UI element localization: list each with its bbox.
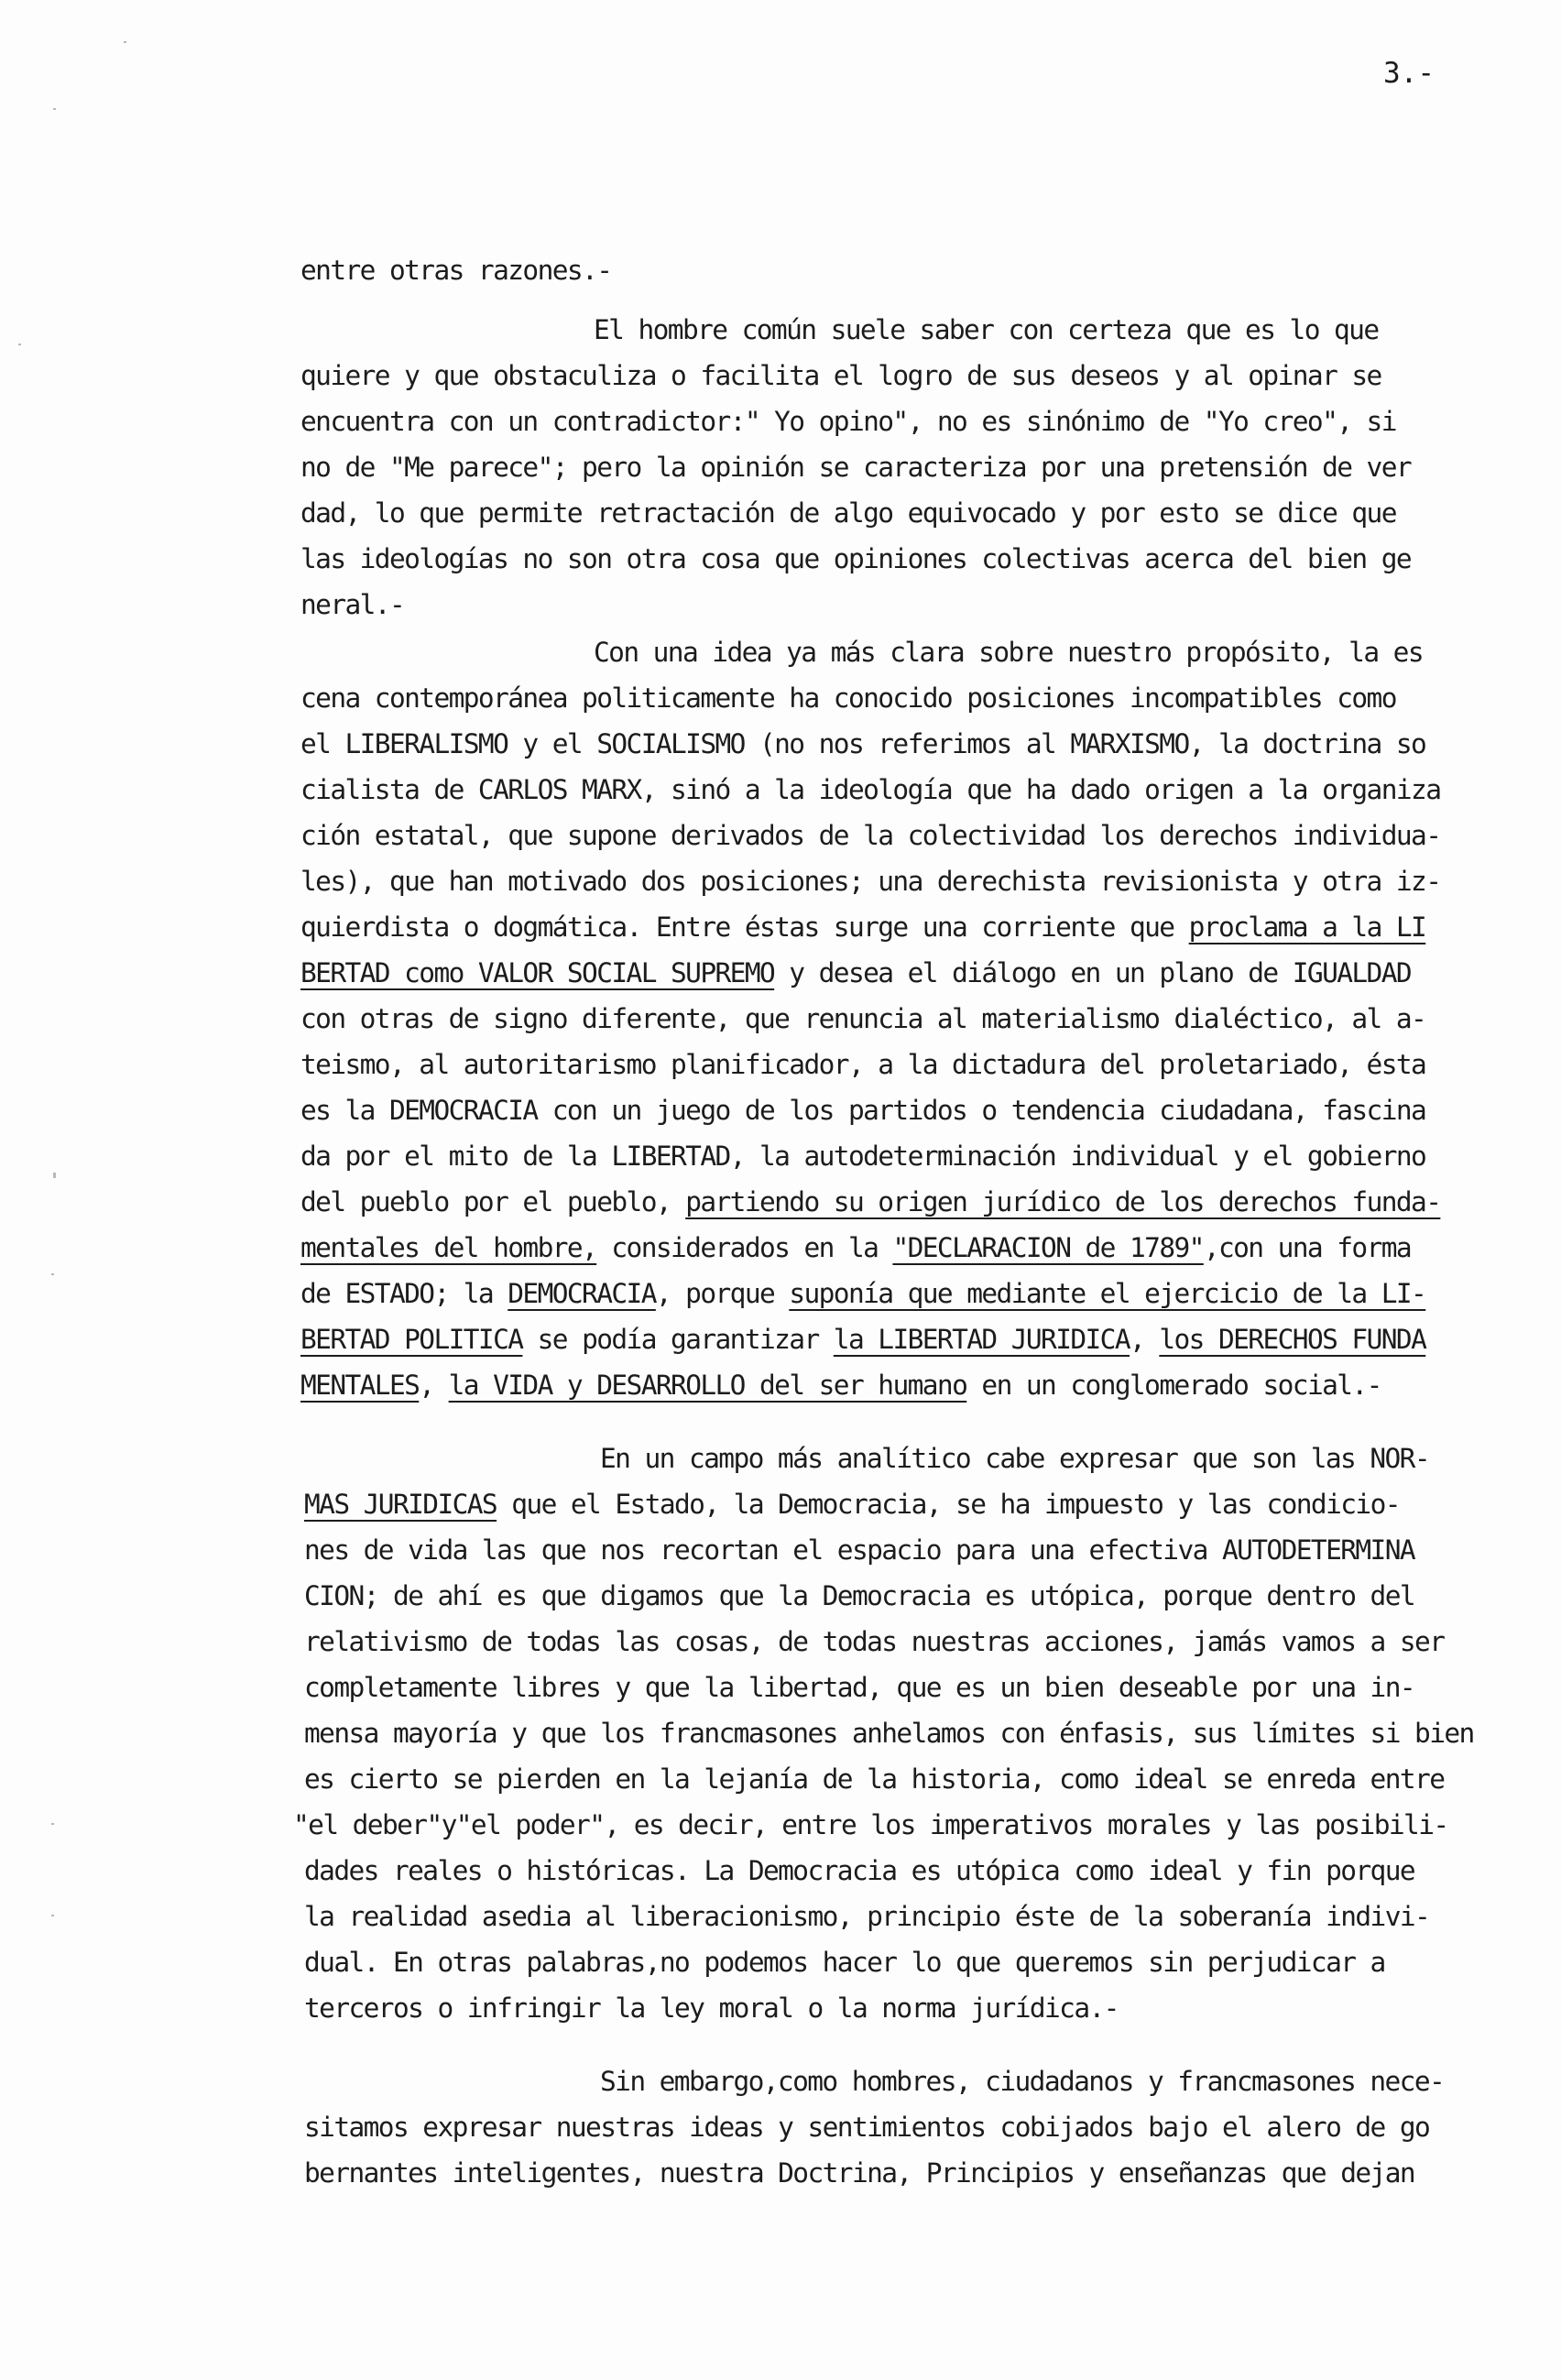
underlined-text: la LIBERTAD JURIDICA [833,1324,1130,1355]
text-segment: es cierto se pierden en la lejanía de la historia, como ideal se enreda entre [304,1763,1445,1795]
text-line [300,680,1396,716]
underlined-text: BERTAD como VALOR SOCIAL SUPREMO [300,957,775,988]
text-segment: dades reales o históricas. La Democracia es utópica como ideal y fin porque [304,1855,1415,1886]
scan-speck [124,41,126,43]
text-segment: la realidad asedia al liberacionismo, principio éste de la soberanía indivi- [304,1901,1430,1932]
text-line [300,357,1381,394]
text-segment: las ideologías no son otra cosa que opiniones colectivas acerca del bien ge [300,543,1412,574]
text-segment: dad, lo que permite retractación de algo equivocado y por esto se dice que [300,497,1396,529]
text-line [304,2109,1429,2145]
text-segment: sitamos expresar nuestras ideas y sentimientos cobijados bajo el alero de go [304,2112,1430,2143]
underlined-text: partiendo su origen jurídico de los derechos funda- [685,1186,1441,1217]
underlined-text: BERTAD POLITICA [300,1324,523,1355]
text-line [304,1486,1400,1523]
text-line [600,1440,1429,1477]
underlined-text: MAS JURIDICAS [304,1489,497,1520]
text-line [300,1046,1425,1083]
text-segment: Sin embargo,como hombres, ciudadanos y francmasones nece- [600,2066,1445,2097]
text-line [300,1184,1440,1220]
text-line [594,311,1379,348]
text-segment: en un conglomerado social.- [966,1370,1381,1401]
text-segment: de ESTADO; la [300,1278,508,1309]
text-line [300,449,1411,486]
text-line [300,586,404,623]
text-segment: el LIBERALISMO y el SOCIALISMO (no nos referimos al MARXISMO, la doctrina so [300,728,1426,759]
text-line [293,1807,1448,1843]
text-segment: quiere y que obstaculiza o facilita el logro de sus deseos y al opinar se [300,360,1381,391]
scan-speck [53,108,56,110]
text-line [300,1092,1425,1129]
text-line [300,1367,1381,1403]
text-segment: completamente libres y que la libertad, que es un bien deseable por una in- [304,1672,1415,1703]
text-line [300,540,1411,577]
text-line [300,1138,1425,1174]
underlined-text: MENTALES [300,1370,420,1401]
text-segment: El hombre común suele saber con certeza que es lo que [594,314,1379,345]
text-segment: y desea el diálogo en un plano de IGUALDAD [774,957,1412,988]
scan-speck [51,1823,54,1825]
scan-speck [53,1173,56,1178]
text-segment: Con una idea ya más clara sobre nuestro propósito, la es [594,637,1423,668]
text-segment: del pueblo por el pueblo, [300,1186,686,1217]
text-line [300,1229,1411,1266]
text-line [300,817,1440,854]
underlined-text: suponía que mediante el ejercicio de la LI- [789,1278,1426,1309]
text-line [300,1321,1425,1358]
text-line [300,1275,1425,1312]
text-line [304,2155,1414,2191]
text-segment: relativismo de todas las cosas, de todas nuestras acciones, jamás vamos a ser [304,1626,1445,1657]
underlined-text: proclama a la LI [1188,912,1426,943]
text-segment: bernantes inteligentes, nuestra Doctrina, Principios y enseñanzas que dejan [304,2157,1415,2189]
text-line [304,1761,1444,1797]
text-line [304,1623,1444,1660]
text-line [300,252,611,289]
text-line [600,2063,1444,2100]
text-line [304,1990,1119,2026]
underlined-text: los DERECHOS FUNDA [1159,1324,1426,1355]
text-line [304,1532,1414,1568]
text-line [304,1898,1429,1935]
text-segment: cialista de CARLOS MARX, sinó a la ideología que ha dado origen a la organiza [300,774,1441,805]
text-segment: mensa mayoría y que los francmasones anhelamos con énfasis, sus límites si bien [304,1718,1474,1749]
text-segment: considerados en la [596,1232,893,1263]
text-segment: da por el mito de la LIBERTAD, la autodeterminación individual y el gobierno [300,1141,1426,1172]
text-segment: "el deber"y"el poder", es decir, entre los imperativos morales y las posibili- [293,1809,1448,1840]
text-line [594,634,1423,671]
text-segment: entre otras razones.- [300,255,612,286]
underlined-text: mentales del hombre, [300,1232,597,1263]
text-segment: con otras de signo diferente, que renuncia al materialismo dialéctico, al a- [300,1003,1426,1034]
text-line [304,1669,1414,1706]
text-line [300,1000,1425,1037]
text-segment: no de "Me parece"; pero la opinión se caracteriza por una pretensión de ver [300,452,1412,483]
text-segment: encuentra con un contradictor:" Yo opino", no es sinónimo de "Yo creo", si [300,406,1396,437]
text-segment: les), que han motivado dos posiciones; una derechista revisionista y otra iz- [300,866,1441,897]
text-segment: es la DEMOCRACIA con un juego de los partidos o tendencia ciudadana, fascina [300,1095,1426,1126]
text-line [304,1578,1414,1614]
text-line [304,1852,1414,1889]
text-segment: teismo, al autoritarismo planificador, a la dictadura del proletariado, ésta [300,1049,1426,1080]
text-segment: dual. En otras palabras,no podemos hacer lo que queremos sin perjudicar a [304,1947,1385,1978]
underlined-text: la VIDA y DESARROLLO del ser humano [448,1370,967,1401]
text-line [304,1944,1385,1981]
scan-speck [51,1273,54,1275]
text-segment: CION; de ahí es que digamos que la Democracia es utópica, porque dentro del [304,1580,1415,1611]
page-number: 3.- [1383,57,1435,90]
text-line [300,771,1440,808]
text-line [300,403,1396,440]
underlined-text: DEMOCRACIA [508,1278,656,1309]
text-line [300,495,1396,531]
text-line [300,726,1425,762]
text-segment: , [419,1370,449,1401]
text-segment: En un campo más analítico cabe expresar que son las NOR- [600,1443,1429,1474]
text-line [300,909,1425,945]
text-segment: se podía garantizar [522,1324,834,1355]
scan-speck [18,344,21,345]
scan-speck [51,1915,54,1916]
text-line [300,863,1440,900]
text-segment: ción estatal, que supone derivados de la colectividad los derechos individua- [300,820,1441,851]
text-segment: nes de vida las que nos recortan el espacio para una efectiva AUTODETERMINA [304,1534,1415,1566]
text-segment: quierdista o dogmática. Entre éstas surge una corriente que [300,912,1189,943]
text-segment: , [1130,1324,1160,1355]
text-line [300,955,1411,991]
text-segment: que el Estado, la Democracia, se ha impuesto y las condicio- [497,1489,1400,1520]
text-segment: cena contemporánea politicamente ha conocido posiciones incompatibles como [300,682,1396,714]
text-line [304,1715,1474,1752]
text-segment: neral.- [300,589,405,620]
text-segment: , porque [655,1278,790,1309]
text-segment: terceros o infringir la ley moral o la norma jurídica.- [304,1992,1119,2024]
underlined-text: "DECLARACION de 1789" [892,1232,1204,1263]
text-segment: ,con una forma [1203,1232,1412,1263]
